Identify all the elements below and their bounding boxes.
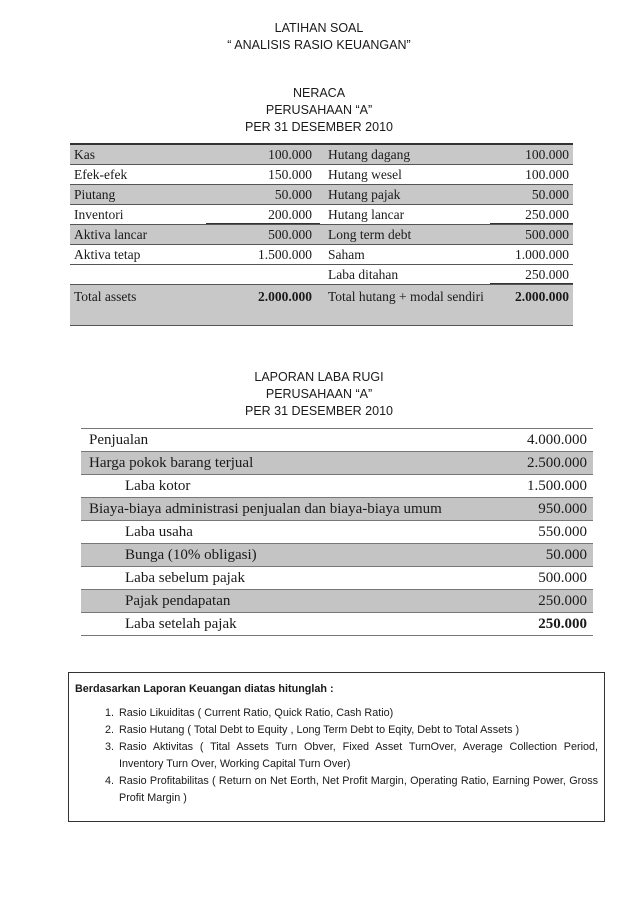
liability-value: 100.000 [525, 167, 569, 182]
row-label: Laba usaha [125, 524, 193, 540]
question-intro: Berdasarkan Laporan Keuangan diatas hitunglah : [75, 683, 334, 695]
liability-label: Long term debt [328, 227, 412, 242]
asset-label: Aktiva tetap [74, 247, 141, 262]
liability-value: 250.000 [490, 265, 573, 284]
table-row [70, 143, 573, 164]
asset-value: 1.500.000 [258, 247, 312, 262]
row-value: 500.000 [538, 570, 587, 586]
row-label: Laba sebelum pajak [125, 570, 245, 586]
list-item: 2. Rasio Hutang ( Total Debt to Equity , Long Term Debt to Eqity, Debt to Total Assets ) [117, 722, 598, 739]
income-statement-heading-line-1: LAPORAN LABA RUGI [254, 370, 384, 384]
asset-value [206, 265, 320, 284]
liability-value: 500.000 [525, 227, 569, 242]
asset-label: Aktiva lancar [74, 227, 148, 242]
asset-label: Inventori [74, 207, 124, 222]
asset-label: Efek-efek [74, 167, 128, 182]
balance-sheet-table [70, 143, 573, 326]
table-row [81, 497, 593, 520]
list-item: 4. Rasio Profitabilitas ( Return on Net Eorth, Net Profit Margin, Operating Ratio, Earning Power, Gross Profit Margin ) [117, 773, 598, 807]
asset-label: Kas [74, 147, 95, 162]
table-row [70, 164, 573, 184]
title-line-1: LATIHAN SOAL [274, 21, 364, 35]
row-label: Biaya-biaya administrasi penjualan dan biaya-biaya umum [89, 501, 442, 517]
row-value: 1.500.000 [527, 478, 587, 494]
total-assets-label: Total assets [74, 289, 137, 304]
table-row [70, 224, 573, 244]
document-title [0, 20, 638, 54]
row-value: 4.000.000 [527, 432, 587, 448]
income-statement-table [81, 428, 593, 636]
question-box [68, 672, 605, 822]
table-row [81, 589, 593, 612]
table-row [81, 543, 593, 566]
income-statement-heading-line-2: PERUSAHAAN “A” [265, 387, 373, 401]
table-row [81, 566, 593, 589]
table-row [70, 244, 573, 264]
asset-value: 50.000 [274, 187, 312, 202]
liability-value: 250.000 [490, 205, 573, 224]
row-value: 550.000 [538, 524, 587, 540]
row-label: Laba setelah pajak [125, 616, 237, 632]
row-label: Penjualan [89, 432, 149, 448]
row-label: Bunga (10% obligasi) [125, 547, 257, 563]
table-row [81, 428, 593, 451]
liability-value: 100.000 [525, 147, 569, 162]
table-row [81, 520, 593, 543]
row-value: 250.000 [538, 616, 587, 632]
liability-label: Hutang dagang [328, 147, 411, 162]
liability-label: Saham [328, 247, 365, 262]
liability-label: Hutang wesel [328, 167, 402, 182]
table-row [70, 204, 573, 224]
row-value: 50.000 [545, 547, 587, 563]
balance-sheet-heading-line-2: PERUSAHAAN “A” [265, 103, 373, 117]
question-list [75, 705, 598, 807]
liability-label: Hutang pajak [328, 187, 401, 202]
liability-value: 50.000 [531, 187, 569, 202]
asset-value: 500.000 [268, 227, 312, 242]
asset-label [70, 265, 206, 284]
asset-value: 200.000 [206, 205, 320, 224]
total-liabilities-value: 2.000.000 [515, 289, 569, 304]
row-value: 2.500.000 [527, 455, 587, 471]
liability-value: 1.000.000 [515, 247, 569, 262]
list-item: 3. Rasio Aktivitas ( Tital Assets Turn Obver, Fixed Asset TurnOver, Average Collection Period, Inventory Turn Over, Working Capital Turn Over) [117, 739, 598, 773]
income-statement-heading-line-3: PER 31 DESEMBER 2010 [245, 404, 393, 418]
row-label: Pajak pendapatan [125, 593, 231, 609]
asset-label: Piutang [74, 187, 116, 202]
row-value: 250.000 [538, 593, 587, 609]
liability-label: Hutang lancar [328, 207, 405, 222]
liability-label: Laba ditahan [328, 267, 399, 282]
total-assets-value: 2.000.000 [258, 289, 312, 304]
balance-sheet-heading [0, 85, 638, 136]
asset-value: 100.000 [268, 147, 312, 162]
table-row [81, 451, 593, 474]
balance-sheet-heading-line-1: NERACA [292, 86, 346, 100]
table-row [81, 612, 593, 636]
table-row [81, 474, 593, 497]
row-label: Laba kotor [125, 478, 191, 494]
row-value: 950.000 [538, 501, 587, 517]
balance-sheet-heading-line-3: PER 31 DESEMBER 2010 [245, 120, 393, 134]
total-row [70, 284, 573, 326]
asset-value: 150.000 [268, 167, 312, 182]
list-item: 1. Rasio Likuiditas ( Current Ratio, Quick Ratio, Cash Ratio) [117, 705, 598, 722]
table-row [70, 264, 573, 284]
total-liabilities-label: Total hutang + modal sendiri [328, 289, 484, 304]
income-statement-heading [0, 369, 638, 420]
title-line-2: “ ANALISIS RASIO KEUANGAN” [227, 38, 411, 52]
row-label: Harga pokok barang terjual [89, 455, 254, 471]
table-row [70, 184, 573, 204]
